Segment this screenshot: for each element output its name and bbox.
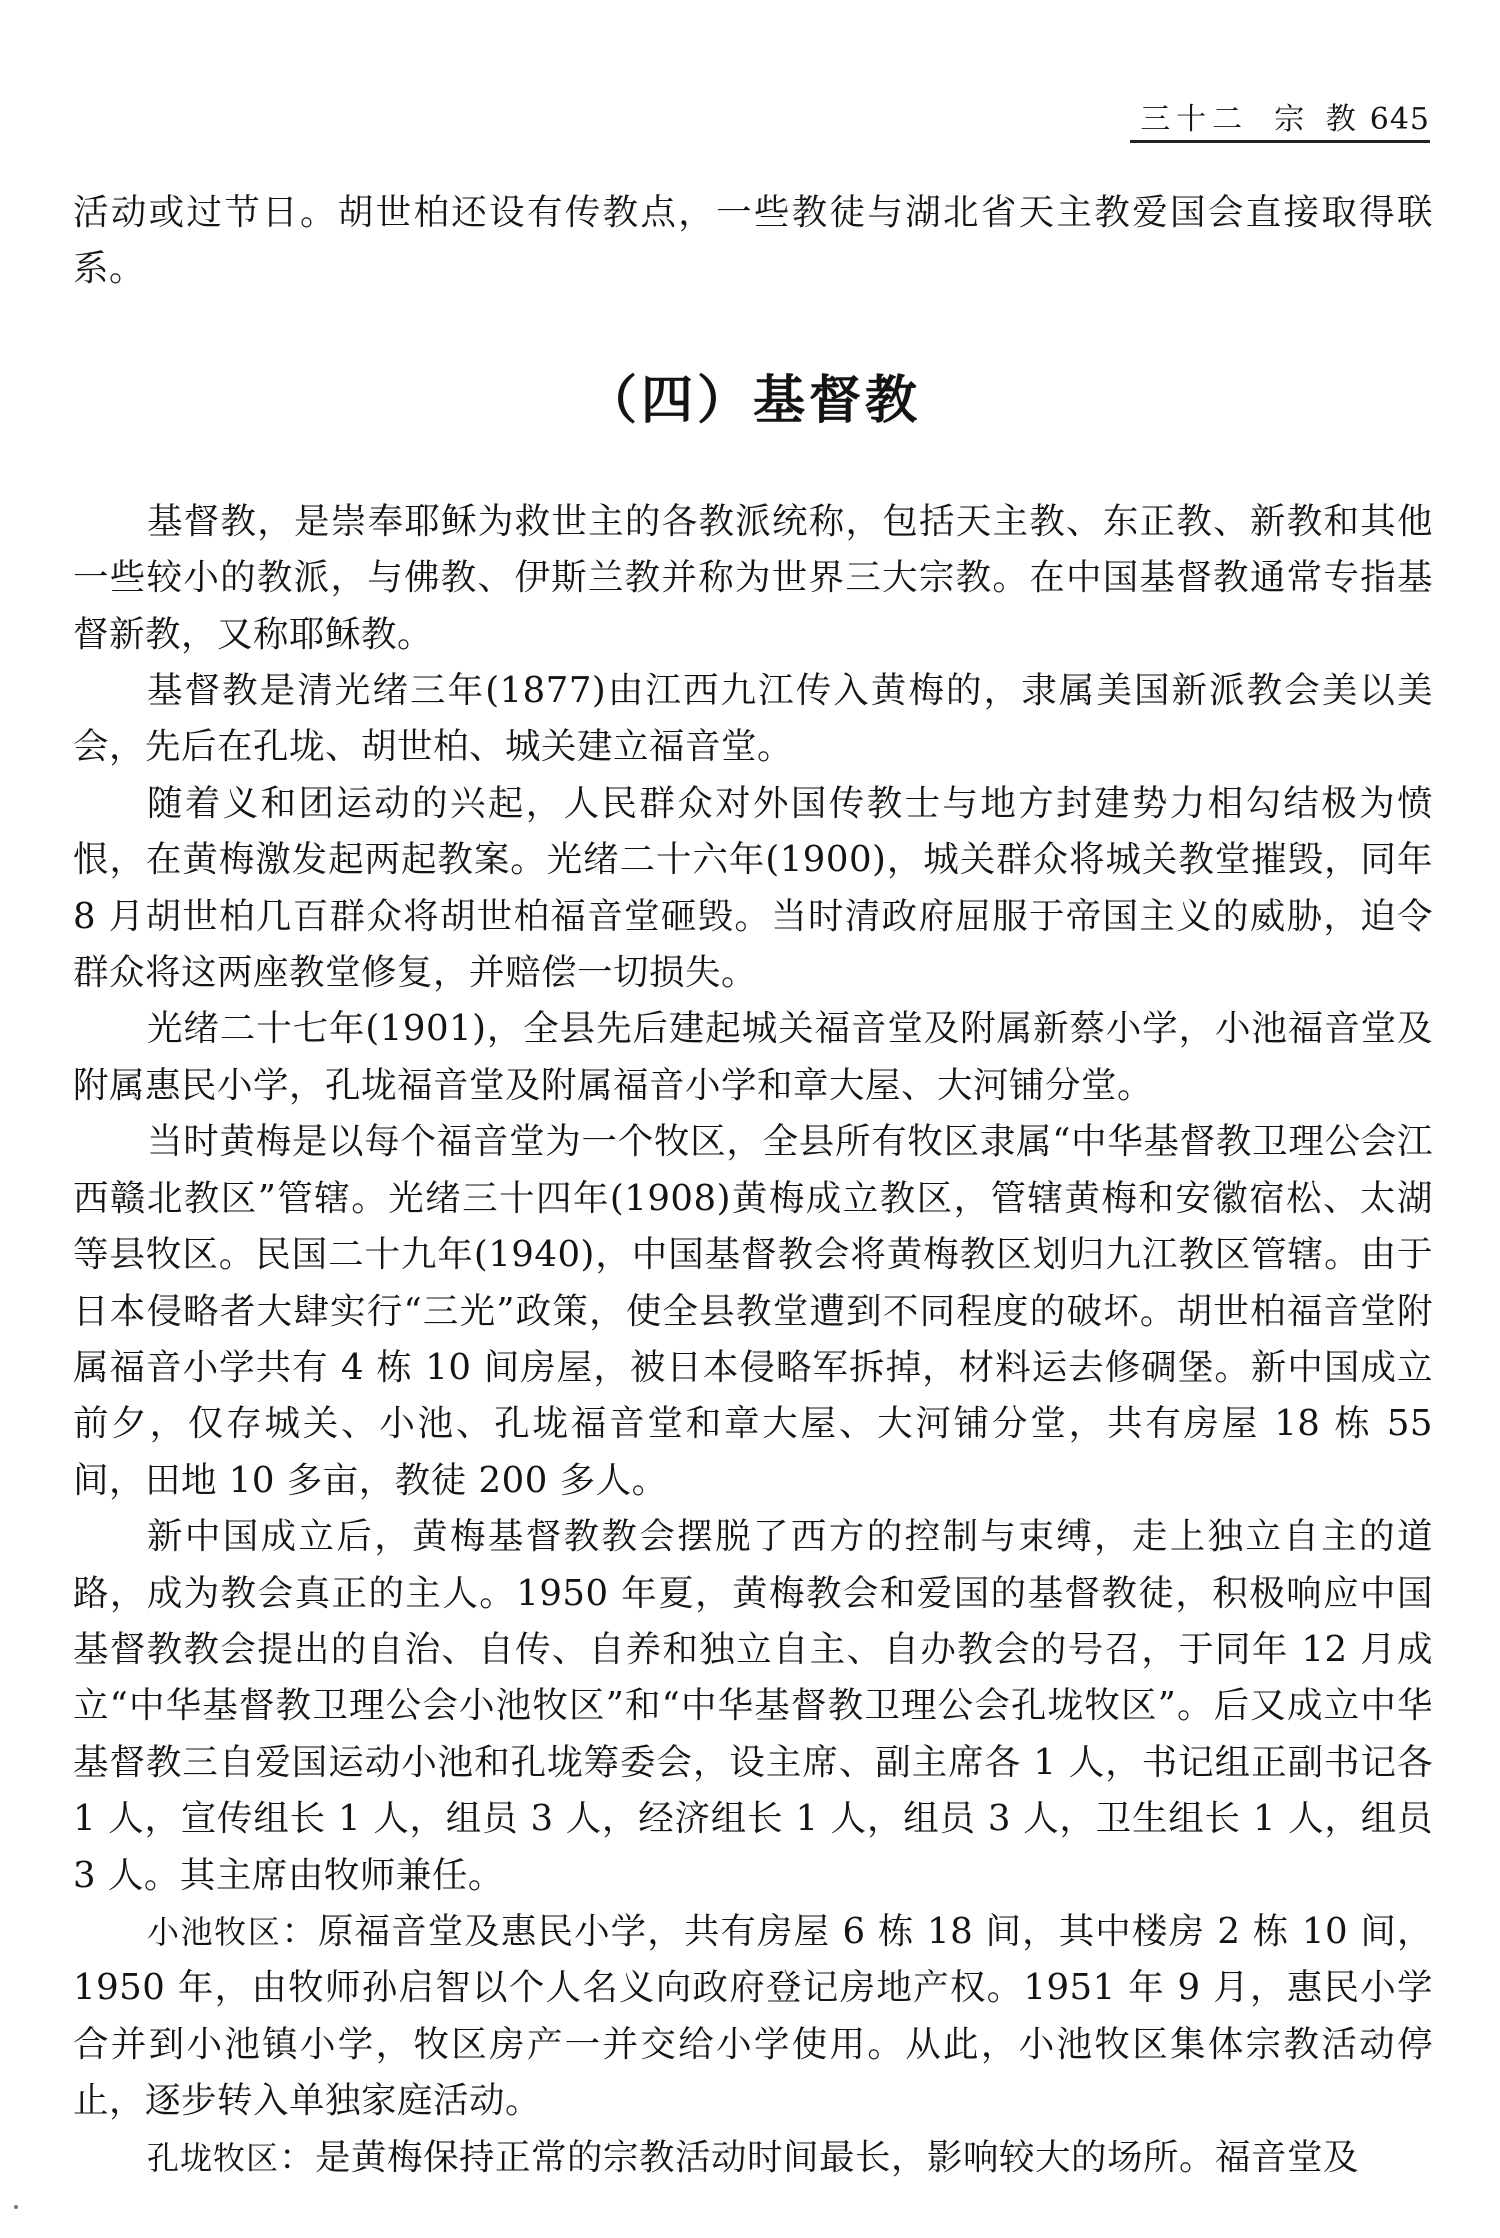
body-text xyxy=(73,185,1433,2186)
header-section-number: 三十二 xyxy=(1140,102,1249,137)
paragraph-boxer-movement: 随着义和团运动的兴起，人民群众对外国传教士与地方封建势力相勾结极为愤恨，在黄梅激发起两起教案。光绪二十六年(1900)，城关群众将城关教堂摧毁，同年 8 月胡世柏几百群众将胡世柏福音堂砸毁。当时清政府屈服于帝国主义的威胁，迫令群众将这两座教堂修复，并赔偿一切损失。 xyxy=(73,782,1433,994)
section-heading: （四）基督教 xyxy=(584,370,921,431)
paragraph-after-1949: 新中国成立后，黄梅基督教教会摆脱了西方的控制与束缚，走上独立自主的道路，成为教会真正的主人。1950 年夏，黄梅教会和爱国的基督教徒，积极响应中国基督教教会提出的自治、自传、自养和独立自主、自办教会的号召，于同年 12 月成立“中华基督教卫理公会小池牧区”和“中华基督教卫理公会孔垅牧区”。后又成立中华基督教三自爱国运动小池和孔垅筹委会，设主席、副主席各 1 人，书记组正副书记各 1 人，宣传组长 1 人，组员 3 人，经济组长 1 人，组员 3 人，卫生组长 1 人，组员 3 人。其主席由牧师兼任。 xyxy=(73,1516,1433,1896)
subsection-text: ：原福音堂及惠民小学，共有房屋 6 栋 18 间，其中楼房 2 栋 10 间，1950 年，由牧师孙启智以个人名义向政府登记房地产权。1951 年 9 月，惠民小学合并到小池镇小学，牧区房产一并交给小学使用。从此，小池牧区集体宗教活动停止，逐步转入单独家庭活动。 xyxy=(73,1910,1433,2122)
paragraph-pastoral-districts: 当时黄梅是以每个福音堂为一个牧区，全县所有牧区隶属“中华基督教卫理公会江西赣北教区”管辖。光绪三十四年(1908)黄梅成立教区，管辖黄梅和安徽宿松、太湖等县牧区。民国二十九年(1940)，中国基督教会将黄梅教区划归九江教区管辖。由于日本侵略者大肆实行“三光”政策，使全县教堂遭到不同程度的破坏。胡世柏福音堂附属福音小学共有 4 栋 10 间房屋，被日本侵略军拆掉，材料运去修碉堡。新中国成立前夕，仅存城关、小池、孔垅福音堂和章大屋、大河铺分堂，共有房屋 18 栋 55 间，田地 10 多亩，教徒 200 多人。 xyxy=(73,1121,1433,1501)
running-header xyxy=(1140,100,1430,140)
subsection-konglong xyxy=(73,2130,1433,2186)
continued-paragraph: 活动或过节日。胡世柏还设有传教点，一些教徒与湖北省天主教爱国会直接取得联系。 xyxy=(73,192,1433,290)
subsection-xiaochi xyxy=(73,1904,1433,2130)
subsection-lead: 小池牧区 xyxy=(147,1912,282,1951)
subsection-lead: 孔垅牧区 xyxy=(147,2138,280,2177)
paragraph-definition: 基督教，是崇奉耶稣为救世主的各教派统称，包括天主教、东正教、新教和其他一些较小的教派，与佛教、伊斯兰教并称为世界三大宗教。在中国基督教通常专指基督新教，又称耶稣教。 xyxy=(73,500,1433,655)
header-rule xyxy=(1130,140,1430,143)
paragraph-introduction: 基督教是清光绪三年(1877)由江西九江传入黄梅的，隶属美国新派教会美以美会，先后在孔垅、胡世柏、城关建立福音堂。 xyxy=(73,670,1433,768)
scan-speck xyxy=(14,2205,18,2209)
page-number: 645 xyxy=(1369,102,1430,137)
subsection-text: ：是黄梅保持正常的宗教活动时间最长，影响较大的场所。福音堂及 xyxy=(279,2136,1360,2178)
header-section-title: 宗 教 xyxy=(1274,102,1362,137)
paragraph-churches-1901: 光绪二十七年(1901)，全县先后建起城关福音堂及附属新蔡小学，小池福音堂及附属惠民小学，孔垅福音堂及附属福音小学和章大屋、大河铺分堂。 xyxy=(73,1008,1433,1106)
